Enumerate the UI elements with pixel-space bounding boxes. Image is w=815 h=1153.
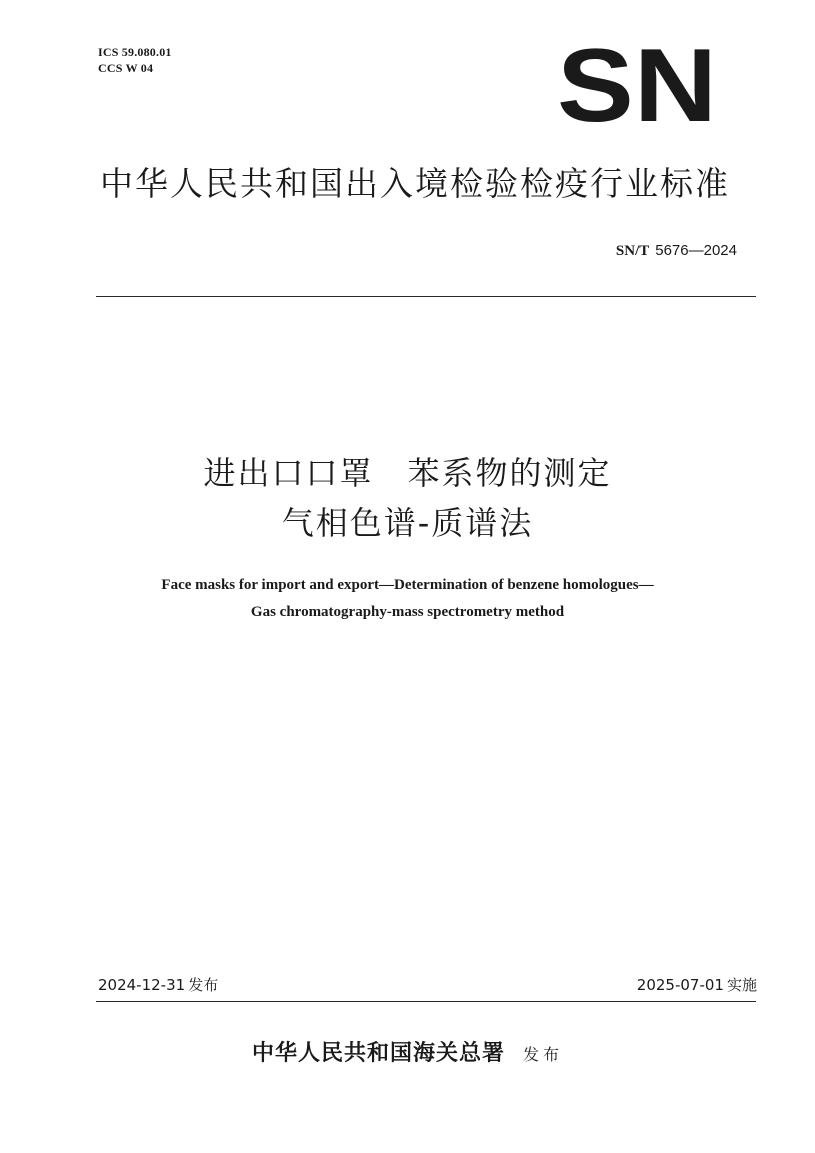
top-divider [96, 296, 756, 297]
sn-logo [556, 44, 718, 122]
bottom-divider [96, 1001, 756, 1002]
effective-date-block [637, 975, 757, 995]
issuer-name: 中华人民共和国海关总署 [251, 1040, 505, 1066]
effective-date: 2025-07-01 [636, 976, 724, 994]
issuer-block [0, 1038, 815, 1070]
sn-logo-text: SN [557, 44, 717, 122]
issuer-action: 发布 [523, 1045, 564, 1064]
chinese-title-line-1: 进出口口罩 苯系物的测定 [203, 454, 612, 492]
effective-label: 实施 [726, 976, 757, 994]
standard-code-number: 5676—2024 [655, 242, 737, 259]
ics-code: ICS 59.080.01 [98, 45, 172, 59]
issue-label: 发布 [188, 976, 219, 994]
chinese-title-line-2: 气相色谱-质谱法 [281, 504, 534, 542]
chinese-title [0, 448, 815, 548]
english-title-line-2: Gas chromatography-mass spectrometry method [250, 604, 565, 620]
standard-category-title: 中华人民共和国出入境检验检疫行业标准 [100, 164, 730, 203]
issue-date: 2024-12-31 [98, 976, 186, 994]
standard-code-prefix: SN/T [615, 243, 650, 259]
issue-date-block [98, 975, 218, 995]
english-title-line-1: Face masks for import and export—Determination of benzene homologues— [161, 577, 654, 593]
ccs-code: CCS W 04 [98, 61, 154, 75]
classification-codes [98, 44, 172, 76]
standard-code [616, 241, 737, 261]
english-title [0, 572, 815, 626]
